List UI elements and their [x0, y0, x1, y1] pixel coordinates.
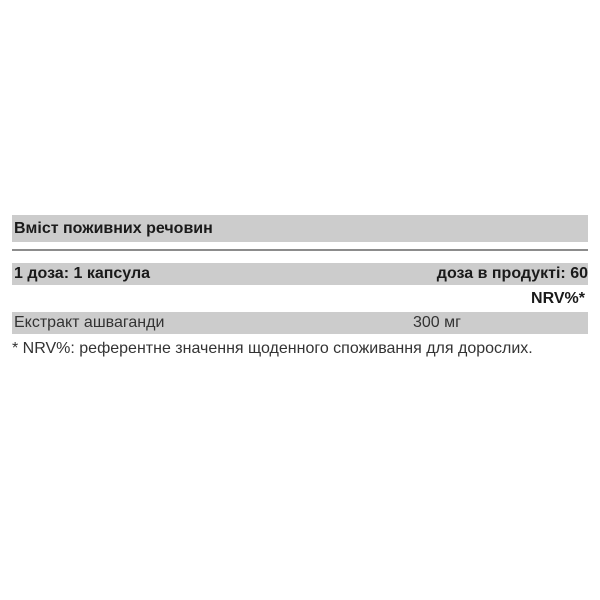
nrv-column-header: NRV%*	[531, 290, 585, 307]
nrv-footnote: * NRV%: референтне значення щоденного споживання для дорослих.	[12, 340, 533, 357]
nutrition-facts-table	[12, 215, 588, 365]
table-title: Вміст поживних речовин	[12, 215, 588, 242]
ingredient-amount: 300 мг	[413, 314, 461, 331]
title-divider-line	[12, 249, 588, 251]
dose-row	[12, 263, 588, 285]
servings-per-container-label: доза в продукті: 60	[436, 265, 588, 282]
ingredient-row	[12, 312, 588, 334]
ingredient-name: Екстракт ашваганди	[14, 314, 165, 331]
serving-size-label: 1 доза: 1 капсула	[14, 265, 151, 282]
